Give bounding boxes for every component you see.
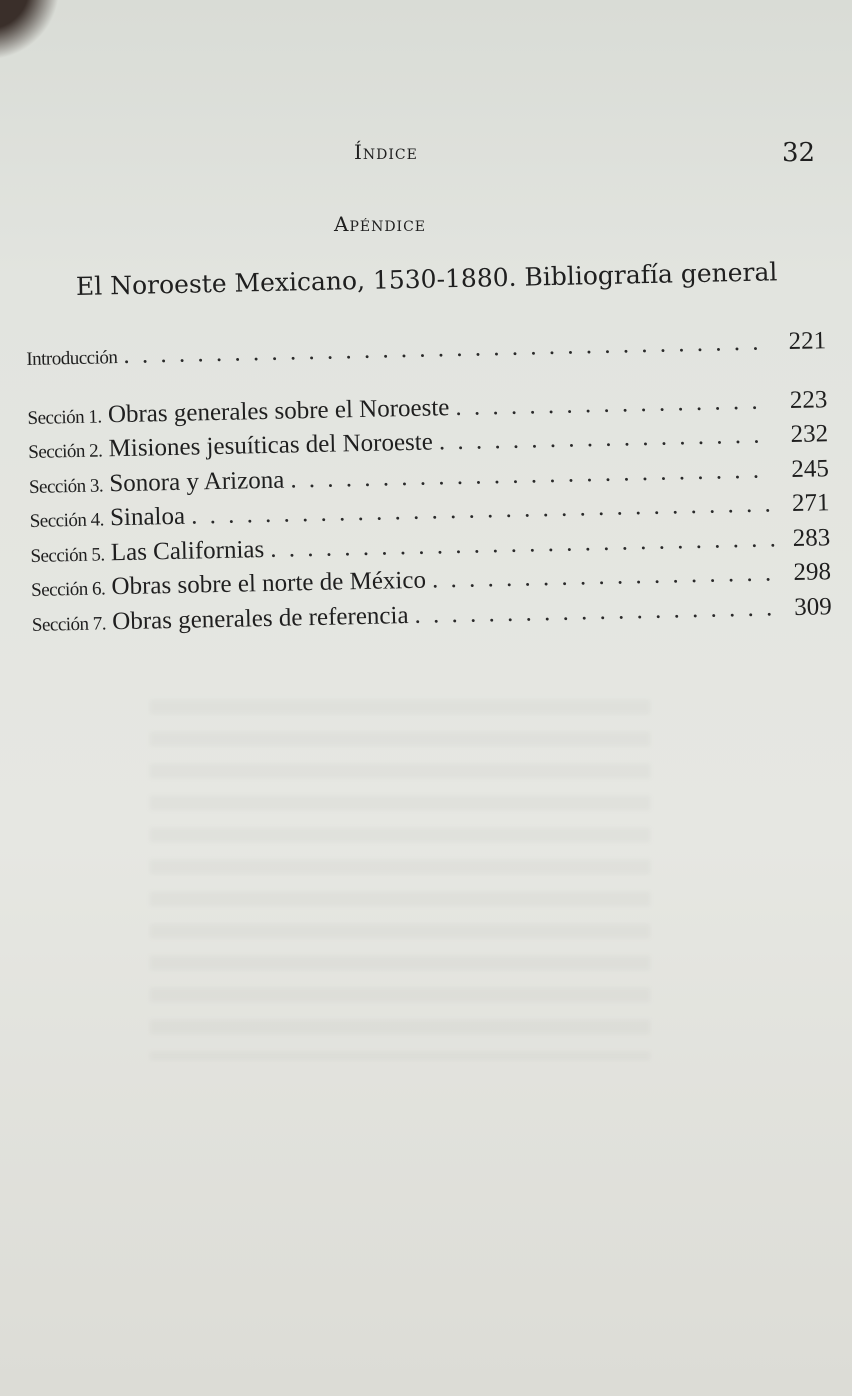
- toc-entry-page: 223: [789, 385, 828, 414]
- appendix-title: El Noroeste Mexicano, 1530-1880. Bibliografía general: [75, 257, 778, 301]
- show-through-text: [150, 700, 650, 1060]
- page-number: 32: [782, 138, 816, 168]
- toc-row-introduction: [26, 327, 827, 378]
- leader-dots: [455, 387, 772, 422]
- toc-entry-label: Sección 2. Misiones jesuíticas del Noroeste: [28, 428, 434, 463]
- leader-dots: [432, 559, 776, 594]
- corner-shadow: [0, 0, 60, 60]
- toc-entry-label: Sección 6. Obras sobre el norte de México: [30, 566, 427, 601]
- leader-dots: [439, 421, 773, 456]
- toc-entry-label: Introducción: [26, 347, 118, 370]
- toc-entry-page: 232: [790, 420, 829, 449]
- running-head: [0, 138, 852, 172]
- toc-entry-page: 221: [788, 327, 827, 356]
- toc-entry-label: Sección 1. Obras generales sobre el Noroeste: [27, 393, 450, 429]
- running-title: Índice: [354, 140, 418, 164]
- toc-entry-page: 298: [793, 558, 832, 586]
- toc-entry-label: Sección 5. Las Californias: [30, 535, 265, 567]
- toc-entry-page: 271: [791, 489, 830, 517]
- toc-entry-page: 245: [791, 454, 830, 483]
- table-of-contents: [26, 327, 832, 644]
- toc-entry-page: 309: [793, 592, 832, 621]
- toc-entry-label: Sección 4. Sinaloa: [29, 502, 186, 532]
- appendix-label: Apéndice: [334, 212, 427, 236]
- toc-entry-label: Sección 7. Obras generales de referencia: [31, 601, 409, 636]
- toc-entry-label: Sección 3. Sonora y Arizona: [28, 466, 285, 498]
- toc-entry-page: 283: [792, 523, 831, 552]
- leader-dots: [123, 328, 770, 370]
